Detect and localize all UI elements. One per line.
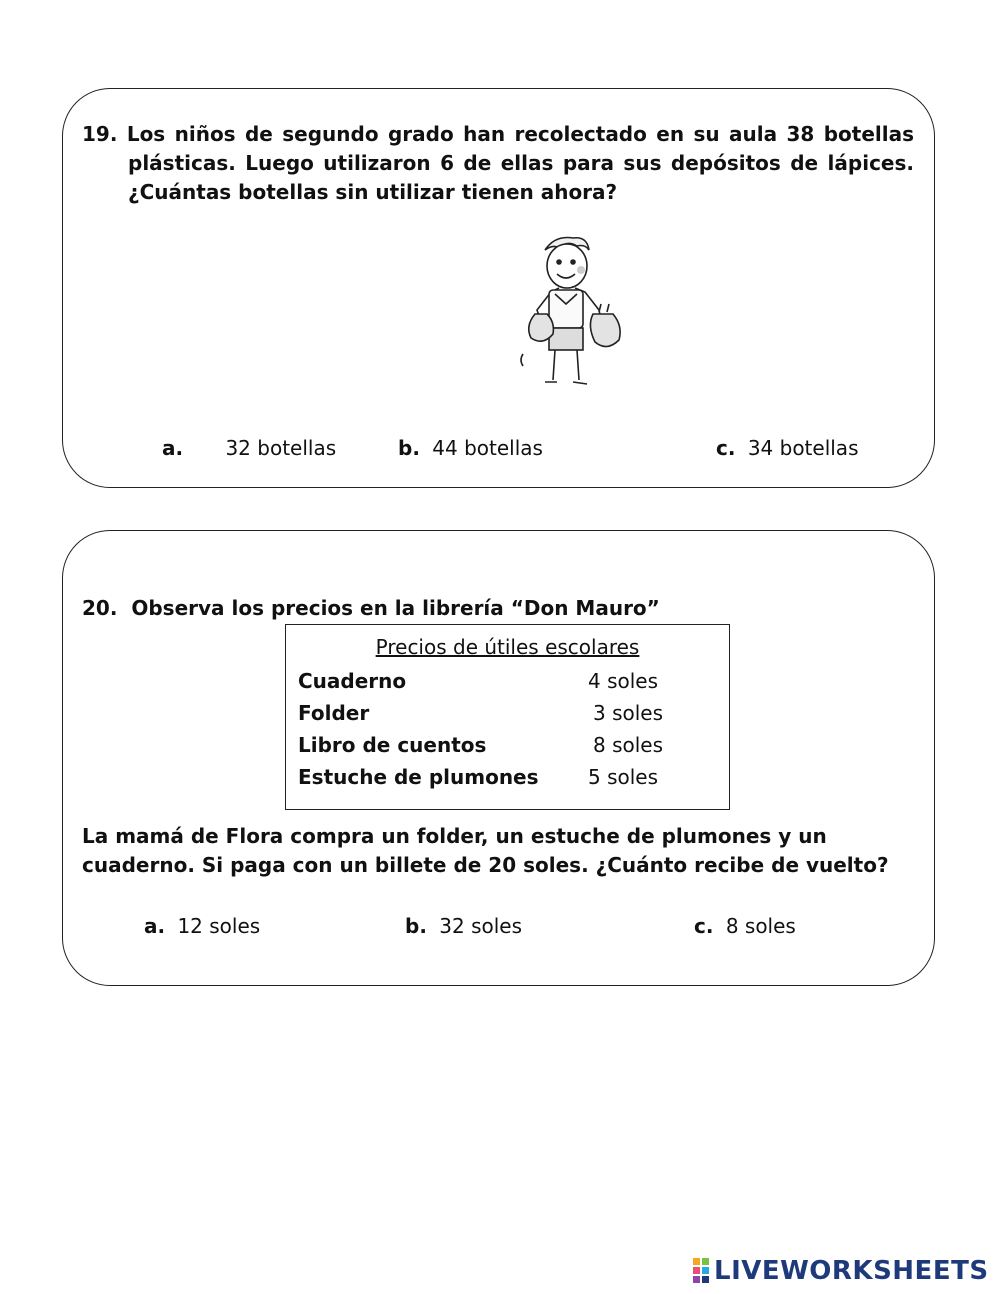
option-letter: c. [694, 914, 714, 938]
price-row [298, 669, 718, 701]
question-20-text: La mamá de Flora compra un folder, un estuche de plumones y un cuaderno. Si paga con un billete de 20 soles. ¿Cuánto recibe de vuelto? [82, 824, 889, 877]
price-table [285, 624, 730, 810]
option-letter: a. [162, 436, 184, 460]
price-table-title: Precios de útiles escolares [375, 635, 640, 659]
price-value: 5 soles [588, 765, 659, 789]
price-item: Estuche de plumones [298, 765, 539, 789]
price-value: 8 soles [593, 733, 664, 757]
option-text: 34 botellas [747, 436, 859, 460]
price-item: Folder [298, 701, 370, 725]
option-text: 44 botellas [432, 436, 543, 460]
price-item: Cuaderno [298, 669, 407, 693]
option-19-b[interactable] [398, 436, 543, 460]
price-item: Libro de cuentos [298, 733, 487, 757]
boy-with-bottles-illustration [515, 230, 635, 395]
option-letter: b. [405, 914, 427, 938]
option-letter: a. [144, 914, 166, 938]
price-row [298, 701, 718, 733]
option-19-c[interactable] [716, 436, 859, 460]
price-value: 4 soles [588, 669, 659, 693]
liveworksheets-brand: LIVEWORKSHEETS [714, 1256, 989, 1286]
option-19-a[interactable] [162, 436, 336, 460]
option-text: 8 soles [725, 914, 796, 938]
option-letter: c. [716, 436, 736, 460]
price-row [298, 733, 718, 765]
liveworksheets-logo [692, 1254, 989, 1288]
price-row [298, 765, 718, 797]
option-20-b[interactable] [405, 914, 522, 938]
option-20-c[interactable] [694, 914, 796, 938]
question-19-text: 19. Los niños de segundo grado han recolectado en su aula 38 botellas plásticas. Luego utilizaron 6 de ellas para sus depósitos de lápices. ¿Cuántas botellas sin utilizar tienen ahora? [82, 122, 914, 204]
option-text: 32 soles [439, 914, 523, 938]
liveworksheets-logo-icon [692, 1257, 710, 1285]
option-20-a[interactable] [144, 914, 260, 938]
option-text: 12 soles [177, 914, 261, 938]
option-text: 32 botellas [225, 436, 337, 460]
option-letter: b. [398, 436, 420, 460]
price-value: 3 soles [593, 701, 664, 725]
question-20-title: 20. Observa los precios en la librería “Don Mauro” [82, 596, 660, 620]
